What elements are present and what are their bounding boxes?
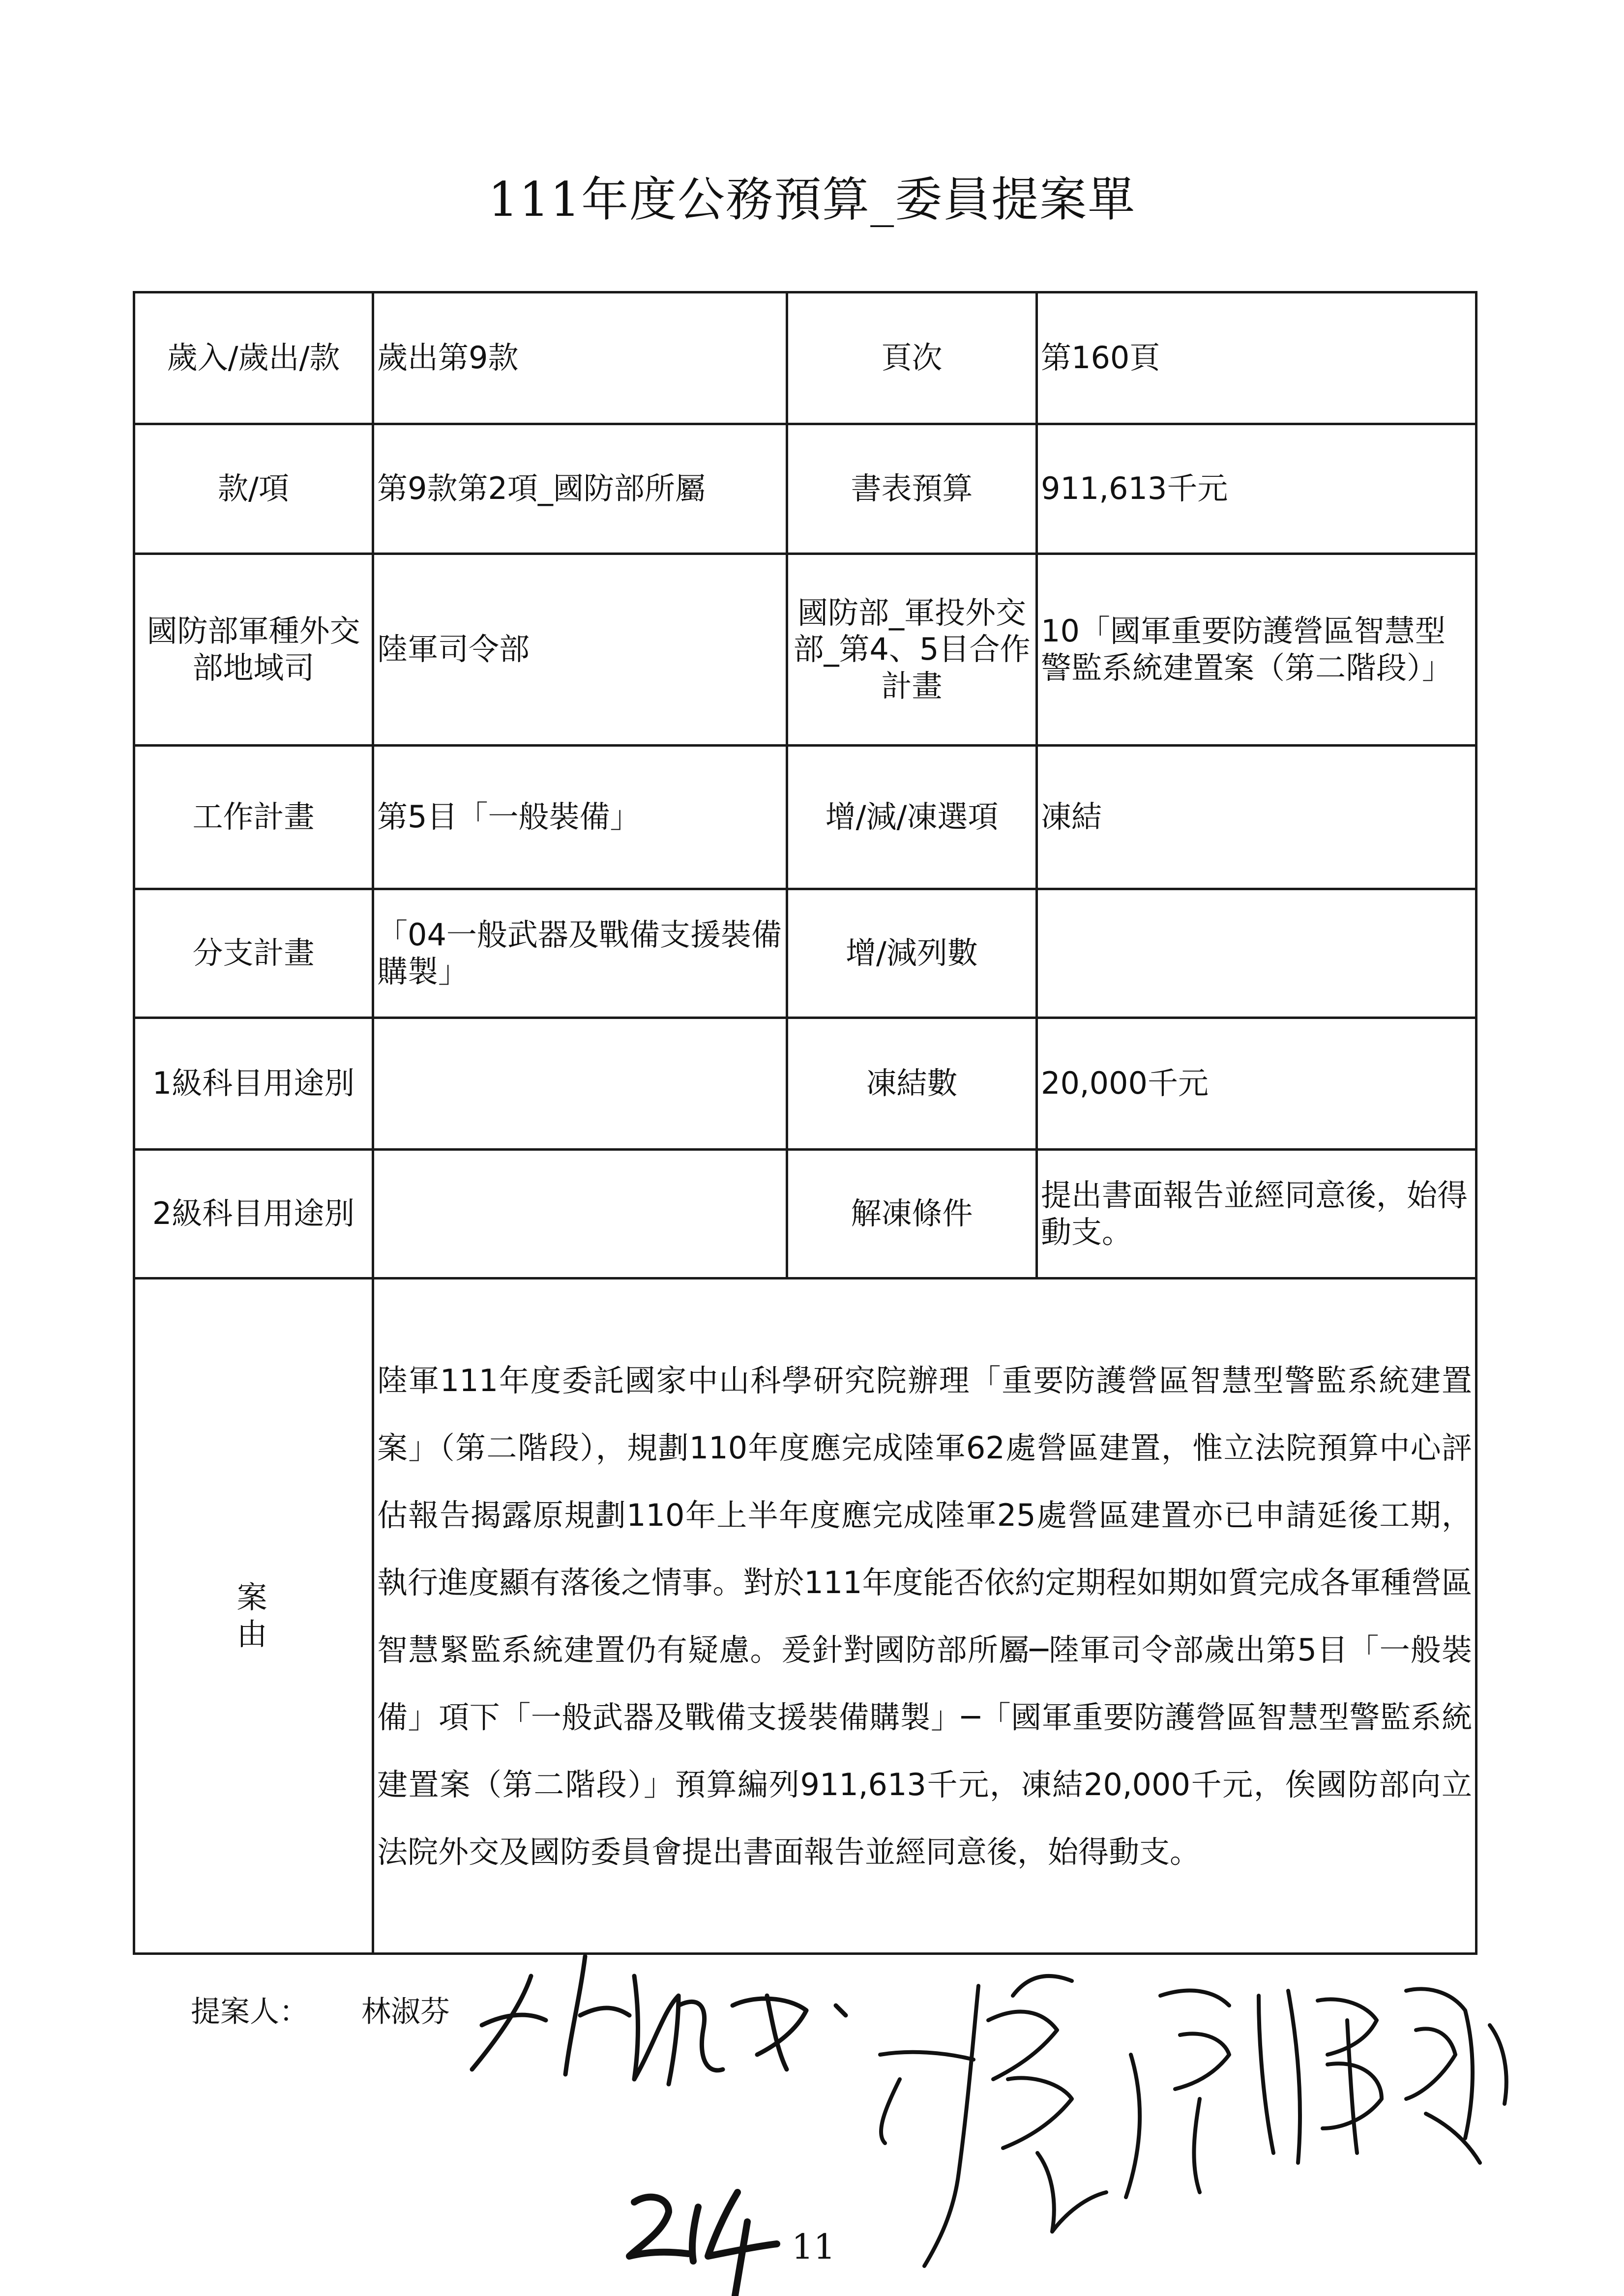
row-label: 1級科目用途別 [134, 1018, 373, 1150]
row-label: 款/項 [134, 424, 373, 554]
row-value [373, 1150, 787, 1279]
form-title: 111年度公務預算_委員提案單 [488, 172, 1136, 227]
row-label: 國防部_軍投外交部_第4、5目合作計畫 [787, 554, 1037, 746]
row-value: 911,613千元 [1037, 424, 1476, 554]
table-row [134, 1018, 1476, 1150]
row-value: 第9款第2項_國防部所屬 [373, 424, 787, 554]
row-value: 陸軍司令部 [373, 554, 787, 746]
table-row [134, 746, 1476, 889]
row-label: 書表預算 [787, 424, 1037, 554]
page-number: 11 [792, 2227, 836, 2267]
row-label: 解凍條件 [787, 1150, 1037, 1279]
reason-text: 陸軍111年度委託國家中山科學研究院辦理「重要防護營區智慧型警監系統建置案」（第二階段），規劃110年度應完成陸軍62處營區建置，惟立法院預算中心評估報告揭露原規劃110年上半年度應完成陸軍25處營區建置亦已申請延後工期，執行進度顯有落後之情事。對於111年度能否依約定期程如期如質完成各軍種營區智慧緊監系統建置仍有疑慮。爰針對國防部所屬─陸軍司令部歲出第5目「一般裝備」項下「一般武器及戰備支援裝備購製」─「國軍重要防護營區智慧型警監系統建置案（第二階段）」預算編列911,613千元，凍結20,000千元，俟國防部向立法院外交及國防委員會提出書面報告並經同意後，始得動支。 [377, 1362, 1472, 1870]
row-value: 第5目「一般裝備」 [373, 746, 787, 889]
row-value: 凍結 [1037, 746, 1476, 889]
signature-lin [472, 1956, 846, 2084]
row-label: 2級科目用途別 [134, 1150, 373, 1279]
row-value: 20,000千元 [1037, 1018, 1476, 1150]
table-row [134, 292, 1476, 424]
row-label: 工作計畫 [134, 746, 373, 889]
row-label: 國防部軍種外交部地域司 [134, 554, 373, 746]
row-value [1037, 889, 1476, 1018]
table-row [134, 424, 1476, 554]
row-value: 10「國軍重要防護營區智慧型警監系統建置案（第二階段）」 [1037, 554, 1476, 746]
row-value: 提出書面報告並經同意後，始得動支。 [1037, 1150, 1476, 1279]
reason-label: 案由 [134, 1279, 373, 1954]
table-row [134, 554, 1476, 746]
row-label: 增/減列數 [787, 889, 1037, 1018]
proposal-table [133, 291, 1477, 1955]
row-value: 歲出第9款 [373, 292, 787, 424]
table-row [134, 889, 1476, 1018]
row-value [373, 1018, 787, 1150]
row-label: 歲入/歲出/款 [134, 292, 373, 424]
row-label: 增/減/凍選項 [787, 746, 1037, 889]
signature-liu [880, 1976, 1506, 2266]
row-label: 凍結數 [787, 1018, 1037, 1150]
table-row [134, 1150, 1476, 1279]
handwritten-number [629, 2192, 777, 2296]
row-label: 頁次 [787, 292, 1037, 424]
proposer-name: 林淑芬 [361, 1995, 450, 2029]
reason-cell [373, 1279, 1476, 1954]
row-label: 分支計畫 [134, 889, 373, 1018]
proposer-label: 提案人： [191, 1995, 309, 2029]
row-value: 「04一般武器及戰備支援裝備購製」 [373, 889, 787, 1018]
row-value: 第160頁 [1037, 292, 1476, 424]
reason-row [134, 1279, 1476, 1954]
